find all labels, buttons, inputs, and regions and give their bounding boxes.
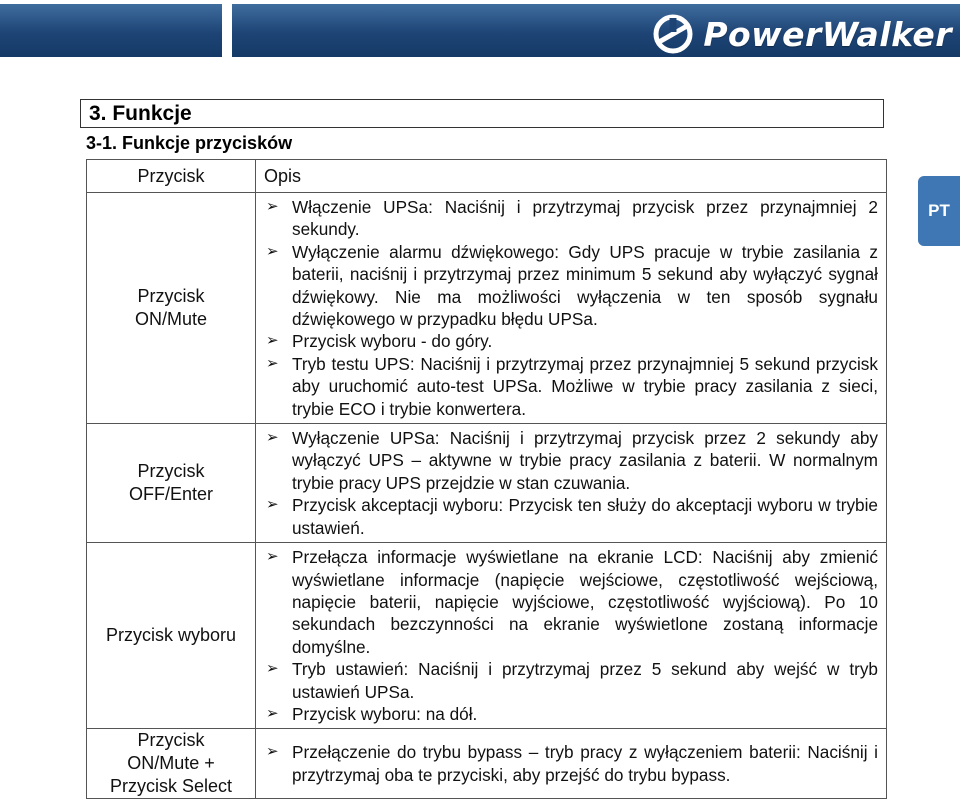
button-name-line: Przycisk <box>137 461 205 482</box>
arrow-bullet-icon: ➢ <box>266 496 279 514</box>
table-row <box>87 193 887 424</box>
brand-name: PowerWalker <box>703 14 952 54</box>
table-row <box>87 543 887 729</box>
description-list <box>264 427 878 539</box>
description-cell <box>256 424 887 543</box>
brand-logo <box>651 12 952 56</box>
item-text: Przycisk akceptacji wyboru: Przycisk ten służy do akceptacji wyboru w trybie ustawień. <box>292 495 878 538</box>
power-logo-icon <box>651 12 697 56</box>
list-item <box>264 241 878 331</box>
header-banner <box>0 0 960 60</box>
item-text: Przycisk wyboru: na dół. <box>292 703 478 724</box>
button-name-cell <box>87 193 256 424</box>
subsection-title: 3-1. Funkcje przycisków <box>86 133 293 153</box>
button-name-line: Przycisk <box>137 730 205 751</box>
button-name-line: ON/Mute + <box>127 753 215 774</box>
item-text: Wyłączenie alarmu dźwiękowego: Gdy UPS pracuje w trybie zasilania z baterii, naciśnij i przytrzymaj przez minimum 5 sekund aby wyłączyć sygnał dźwiękowy. Nie ma możliwości wyłączenia w ten sposób sygnału dźwiękowego w przypadku błędu UPSa. <box>292 241 878 330</box>
arrow-bullet-icon: ➢ <box>266 743 279 761</box>
description-cell <box>256 193 887 424</box>
section-title: 3. Funkcje <box>89 102 192 125</box>
header-button: Przycisk <box>87 160 256 193</box>
button-name-line: Przycisk <box>137 286 205 307</box>
arrow-bullet-icon: ➢ <box>266 660 279 678</box>
list-item <box>264 658 878 703</box>
item-text: Przełączenie do trybu bypass – tryb pracy z wyłączeniem baterii: Naciśnij i przytrzymaj oba te przyciski, aby przejść do trybu bypass. <box>292 742 878 785</box>
item-text: Wyłączenie UPSa: Naciśnij i przytrzymaj przycisk przez 2 sekundy aby wyłączyć UPS – aktywne w trybie pracy zasilania z baterii. W normalnym trybie pracy UPS przejdzie w stan czuwania. <box>292 428 878 493</box>
item-text: Włączenie UPSa: Naciśnij i przytrzymaj przycisk przez przynajmniej 2 sekundy. <box>292 197 878 240</box>
button-name-cell <box>87 729 256 799</box>
item-text: Przycisk wyboru - do góry. <box>292 331 493 352</box>
list-item <box>264 703 878 725</box>
description-cell <box>256 729 887 799</box>
table-header-row <box>87 160 887 193</box>
language-tab: PT <box>918 176 960 246</box>
button-name-line: OFF/Enter <box>128 484 213 505</box>
arrow-bullet-icon: ➢ <box>266 704 279 722</box>
button-functions-table <box>86 159 887 799</box>
list-item <box>264 741 878 786</box>
item-text: Tryb ustawień: Naciśnij i przytrzymaj przez 5 sekund aby wejść w tryb ustawień UPSa. <box>292 659 878 702</box>
description-list <box>264 546 878 725</box>
item-text: Tryb testu UPS: Naciśnij i przytrzymaj przez przynajmniej 5 sekund przycisk aby uruchomić auto-test UPSa. Możliwe w trybie pracy zasilania z sieci, trybie ECO i trybie konwertera. <box>292 353 878 419</box>
header-description: Opis <box>256 160 887 193</box>
button-name-cell <box>87 424 256 543</box>
button-name-line: Przycisk Select <box>109 776 233 797</box>
list-item <box>264 196 878 241</box>
arrow-bullet-icon: ➢ <box>266 354 279 372</box>
button-name-cell <box>87 543 256 729</box>
description-list <box>264 741 878 786</box>
banner-bar-right <box>232 4 960 57</box>
list-item <box>264 546 878 658</box>
arrow-bullet-icon: ➢ <box>266 548 279 566</box>
table-row <box>87 729 887 799</box>
table-row <box>87 424 887 543</box>
button-name-line: ON/Mute <box>134 309 208 330</box>
list-item <box>264 353 878 420</box>
arrow-bullet-icon: ➢ <box>266 198 279 215</box>
button-name-line: Przycisk wyboru <box>105 625 237 646</box>
arrow-bullet-icon: ➢ <box>266 429 279 447</box>
banner-bar-left <box>0 4 222 57</box>
list-item <box>264 330 878 352</box>
arrow-bullet-icon: ➢ <box>266 332 279 350</box>
description-list <box>264 196 878 420</box>
list-item <box>264 494 878 539</box>
section-header <box>80 99 884 128</box>
description-cell <box>256 543 887 729</box>
item-text: Przełącza informacje wyświetlane na ekranie LCD: Naciśnij aby zmienić wyświetlane informacje (napięcie wejściowe, częstotliwość wejściową, napięcie baterii, napięcie wyjściowe, częstotliwość wyjściową). Po 10 sekundach bezczynności na ekranie wyświetlone zostaną informacje domyślne. <box>292 547 878 657</box>
list-item <box>264 427 878 494</box>
arrow-bullet-icon: ➢ <box>266 242 279 260</box>
